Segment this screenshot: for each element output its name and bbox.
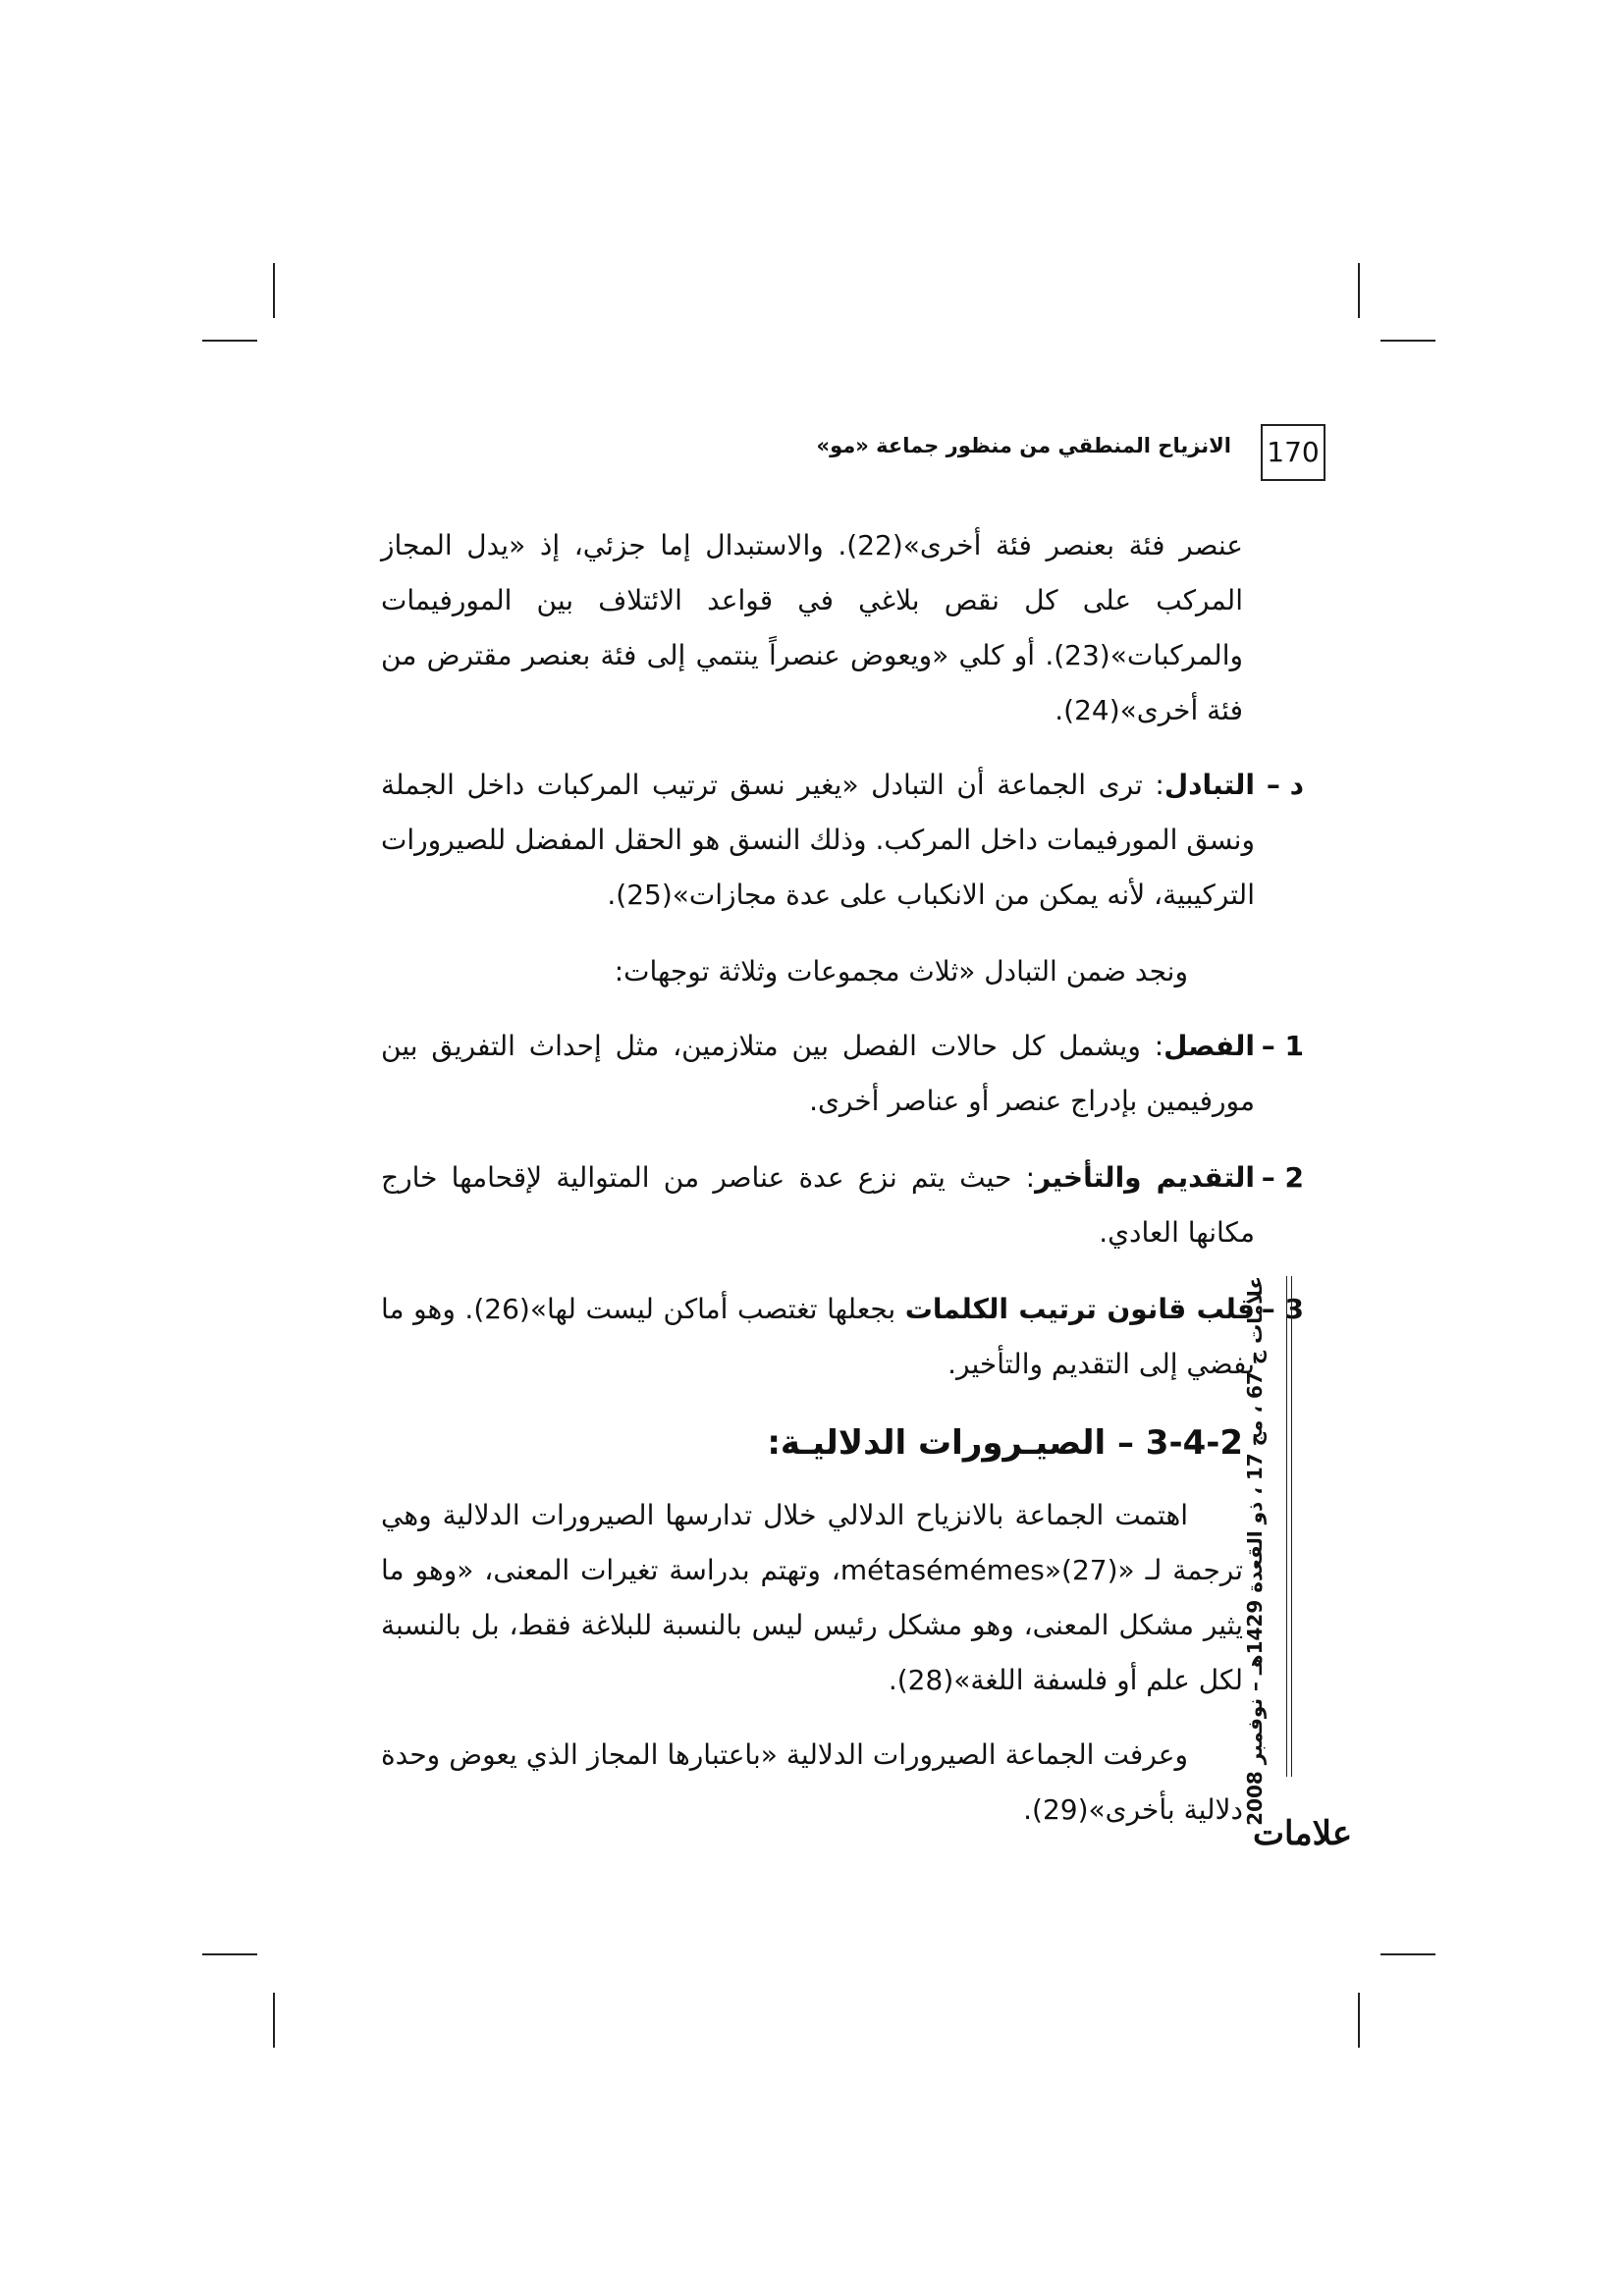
crop-mark <box>202 1953 257 1955</box>
crop-mark <box>273 263 275 318</box>
journal-logo: علامات <box>1253 1814 1353 1853</box>
page-number: 170 <box>1261 424 1325 481</box>
list-marker: د – <box>1266 769 1304 801</box>
list-term: التقديم والتأخير <box>1035 1161 1255 1194</box>
list-item-exchange <box>381 758 1304 923</box>
list-text: : حيث يتم نزع عدة عناصر من المتوالية لإقحامها خارج مكانها العادي. <box>381 1161 1255 1249</box>
crop-mark <box>1380 1953 1435 1955</box>
list-text: : ويشمل كل حالات الفصل بين متلازمين، مثل إحداث التفريق بين مورفيمين بإدراج عنصر أو عناصر أخرى. <box>381 1030 1255 1117</box>
list-marker: 2 – <box>1261 1161 1304 1194</box>
list-marker: 3 – <box>1261 1293 1304 1325</box>
list-text: بجعلها تغتصب أماكن ليست لها»(26). وهو ما يفضي إلى التقديم والتأخير. <box>381 1293 1255 1380</box>
journal-sidebar <box>1239 1276 1298 1826</box>
list-item-inversion <box>381 1150 1304 1260</box>
journal-info: علامات ج 67 ، مج 17 ، ذو القعدة 1429هـ – نوفمبر 2008 <box>1243 1276 1267 1826</box>
paragraph: ونجد ضمن التبادل «ثلاث مجموعات وثلاثة توجهات: <box>614 955 1188 988</box>
page-header <box>383 424 1325 485</box>
running-title: الانزياح المنطقي من منظور جماعة «مو» <box>816 434 1231 457</box>
paragraph: عنصر فئة بعنصر فئة أخرى»(22). والاستبدال إما جزئي، إذ «يدل المجاز المركب على كل نقص بلاغي في قواعد الائتلاف بين المورفيمات والمركبات»(23). أو كلي «ويعوض عنصراً ينتمي إلى فئة بعنصر مقترض من فئة أخرى»(24). <box>381 529 1244 726</box>
list-term: التبادل <box>1163 769 1255 801</box>
crop-mark <box>1380 340 1435 342</box>
crop-mark <box>1358 1993 1360 2048</box>
paragraph: وعرفت الجماعة الصيرورات الدلالية «باعتبارها المجاز الذي يعوض وحدة دلالية بأخرى»(29). <box>381 1738 1243 1826</box>
list-marker: 1 – <box>1261 1030 1304 1062</box>
list-term: قلب قانون ترتيب الكلمات <box>904 1293 1255 1325</box>
list-item-separation <box>381 1019 1304 1129</box>
paragraph: اهتمت الجماعة بالانزياح الدلالي خلال تدارسها الصيرورات الدلالية وهي ترجمة لـ «métasémémes»(27)، وتهتم بدراسة تغيرات المعنى، «وهو ما يثير مشكل المعنى، وهو مشكل رئيس ليس بالنسبة للبلاغة فقط، بل بالنسبة لكل علم أو فلسفة اللغة»(28). <box>381 1499 1243 1696</box>
list-item-word-order <box>381 1282 1304 1392</box>
crop-mark <box>1358 263 1360 318</box>
crop-mark <box>273 1993 275 2048</box>
list-term: الفصل <box>1163 1030 1255 1062</box>
section-heading: 3-4-2 – الصيـرورات الدلاليـة: <box>767 1423 1243 1463</box>
sidebar-rule <box>1286 1276 1292 1777</box>
list-text: : ترى الجماعة أن التبادل «يغير نسق ترتيب المركبات داخل الجملة ونسق المورفيمات داخل المركب. وذلك النسق هو الحقل المفضل للصيرورات التركيبية، لأنه يمكن من الانكباب على عدة مجازات»(25). <box>381 769 1255 911</box>
crop-mark <box>202 340 257 342</box>
